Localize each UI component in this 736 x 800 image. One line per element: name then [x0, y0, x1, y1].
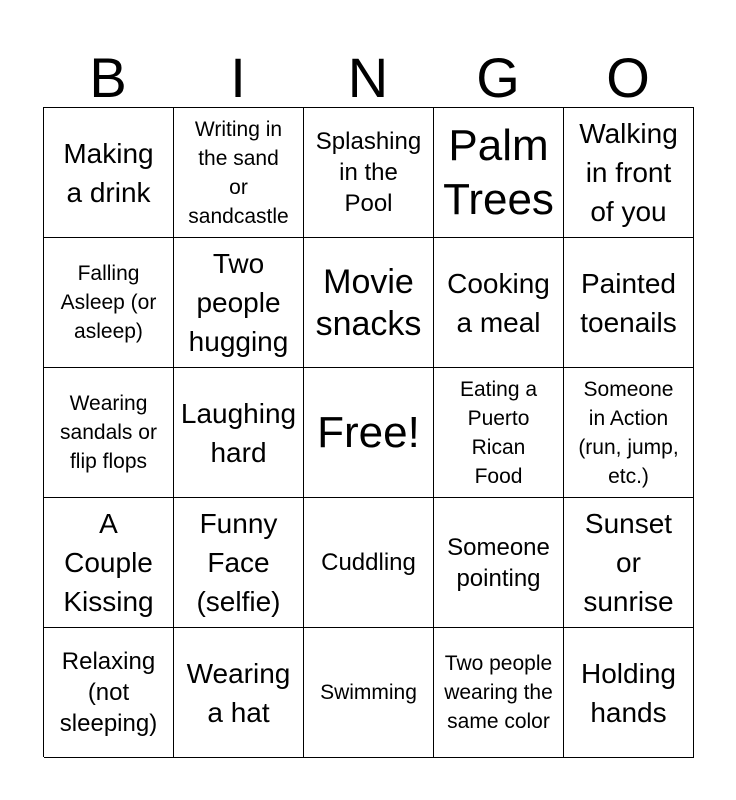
bingo-cell-r2-c5[interactable] [564, 238, 694, 368]
bingo-cell-r2-c1[interactable] [44, 238, 174, 368]
cell-text: Eating a Puerto Rican Food [459, 377, 538, 488]
bingo-cell-r1-c4[interactable] [434, 108, 564, 238]
bingo-cell-r5-c2[interactable] [174, 628, 304, 758]
bingo-cell-free[interactable] [304, 368, 434, 498]
cell-text: Holding hands [581, 657, 676, 728]
bingo-header [43, 42, 693, 108]
free-space-text: Free! [317, 407, 420, 457]
bingo-cell-r1-c2[interactable] [174, 108, 304, 238]
header-letter-n: N [347, 46, 389, 109]
cell-text: Relaxing (not sleeping) [59, 648, 158, 737]
bingo-cell-r4-c2[interactable] [174, 498, 304, 628]
cell-text: Writing in the sand or sandcastle [188, 117, 289, 228]
bingo-cell-r3-c4[interactable] [434, 368, 564, 498]
header-letter-i: I [230, 46, 246, 109]
cell-text: Palm Trees [443, 120, 554, 224]
cell-text: Laughing hard [180, 397, 297, 468]
header-letter-o: O [606, 46, 650, 109]
cell-text: Walking in front of you [579, 118, 678, 227]
cell-text: Painted toenails [580, 267, 677, 338]
bingo-cell-r2-c3[interactable] [304, 238, 434, 368]
bingo-cell-r1-c3[interactable] [304, 108, 434, 238]
bingo-cell-r3-c5[interactable] [564, 368, 694, 498]
cell-text: Sunset or sunrise [583, 508, 674, 617]
cell-text: Making a drink [63, 137, 154, 208]
bingo-cell-r4-c1[interactable] [44, 498, 174, 628]
cell-text: Funny Face (selfie) [196, 508, 281, 617]
bingo-cell-r2-c4[interactable] [434, 238, 564, 368]
cell-text: A Couple Kissing [63, 508, 154, 617]
cell-text: Cooking a meal [447, 267, 550, 338]
cell-text: Splashing in the Pool [315, 128, 422, 217]
bingo-cell-r5-c5[interactable] [564, 628, 694, 758]
cell-text: Wearing a hat [186, 657, 291, 728]
cell-text: Wearing sandals or flip flops [60, 392, 157, 473]
bingo-cell-r1-c5[interactable] [564, 108, 694, 238]
header-letter-b: B [89, 46, 127, 109]
cell-text: Two people wearing the same color [444, 652, 553, 733]
cell-text: Swimming [320, 681, 417, 704]
bingo-grid [43, 107, 694, 757]
cell-text: Falling Asleep (or asleep) [60, 262, 157, 343]
cell-text: Two people hugging [188, 248, 289, 357]
bingo-cell-r4-c3[interactable] [304, 498, 434, 628]
bingo-cell-r1-c1[interactable] [44, 108, 174, 238]
bingo-cell-r5-c3[interactable] [304, 628, 434, 758]
cell-text: Movie snacks [315, 262, 422, 343]
cell-text: Cuddling [321, 549, 416, 576]
header-letter-g: G [476, 46, 520, 109]
bingo-cell-r5-c1[interactable] [44, 628, 174, 758]
cell-text: Someone pointing [447, 533, 550, 592]
cell-text: Someone in Action (run, jump, etc.) [578, 377, 679, 488]
bingo-cell-r4-c4[interactable] [434, 498, 564, 628]
bingo-cell-r4-c5[interactable] [564, 498, 694, 628]
bingo-cell-r2-c2[interactable] [174, 238, 304, 368]
bingo-cell-r3-c2[interactable] [174, 368, 304, 498]
bingo-cell-r5-c4[interactable] [434, 628, 564, 758]
bingo-cell-r3-c1[interactable] [44, 368, 174, 498]
